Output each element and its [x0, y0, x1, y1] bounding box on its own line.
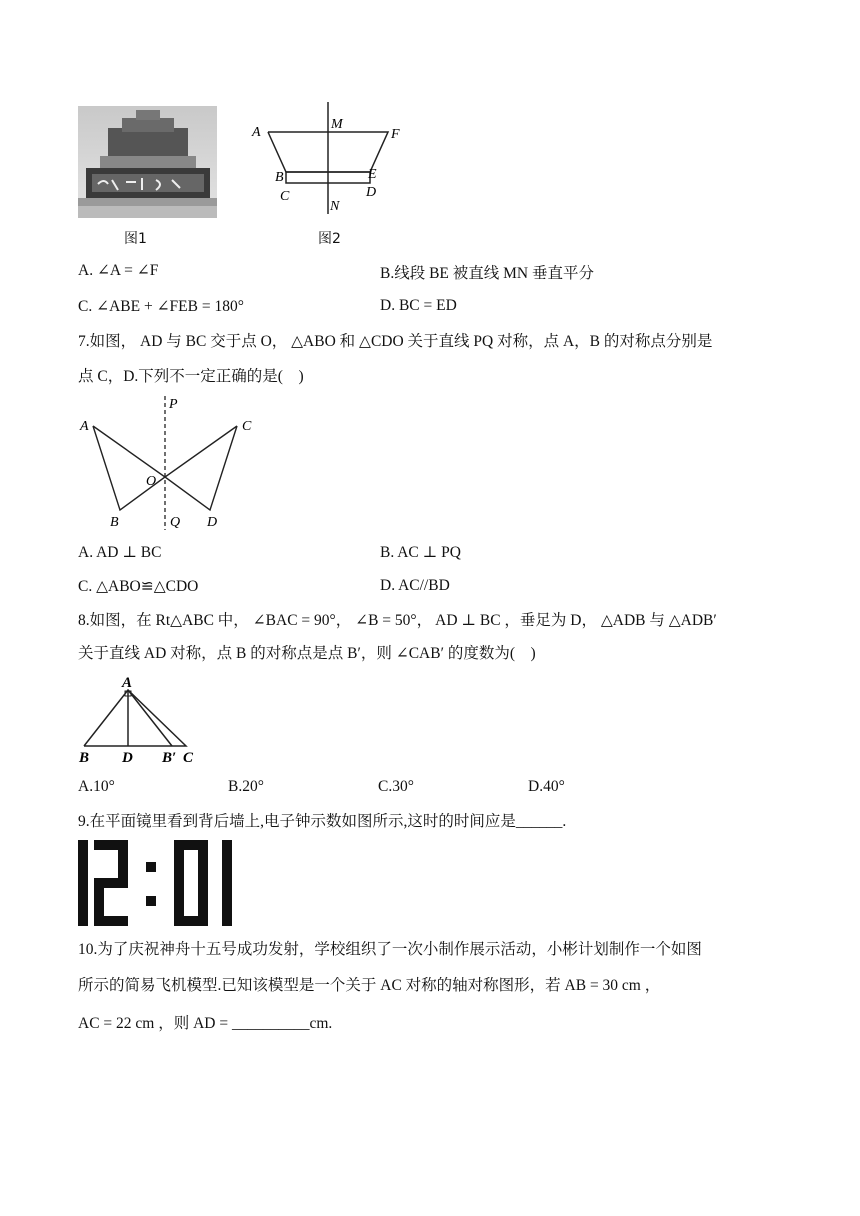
label-Q: Q: [170, 515, 181, 530]
q7-option-d[interactable]: D. AC//BD: [380, 577, 450, 594]
museum-photo: [78, 106, 217, 218]
mirrored-clock-display: [78, 840, 234, 928]
q8-diagram: [76, 670, 202, 766]
q6-option-d[interactable]: D. BC = ED: [380, 297, 457, 314]
q7-option-c[interactable]: C. △ABO≌△CDO: [78, 578, 199, 595]
q6-option-b[interactable]: B.线段 BE 被直线 MN 垂直平分: [380, 265, 594, 282]
q7-option-a[interactable]: A. AD ⊥ BC: [78, 544, 162, 561]
label-D: D: [122, 750, 133, 766]
label-C: C: [280, 189, 290, 204]
label-A: A: [122, 675, 133, 691]
q8-stem-line-2: 关于直线 AD 对称，点 B 的对称点是点 B′，则 ∠CAB′ 的度数为( ): [78, 645, 536, 662]
label-D: D: [207, 515, 218, 530]
q6-option-c[interactable]: C. ∠ABE + ∠FEB = 180°: [78, 298, 244, 315]
label-A: A: [252, 125, 261, 140]
q7-diagram: [76, 392, 266, 534]
q8-option-d[interactable]: D.40°: [528, 778, 565, 795]
label-O: O: [146, 474, 157, 489]
q7-option-b[interactable]: B. AC ⊥ PQ: [380, 544, 461, 561]
q10-stem-line-3: AC = 22 cm ，则 AD = __________cm.: [78, 1015, 333, 1032]
label-B-prime: B′: [162, 750, 177, 766]
q9-stem: 9.在平面镜里看到背后墙上,电子钟示数如图所示,这时的时间应是______.: [78, 813, 567, 830]
label-N: N: [330, 199, 340, 214]
q10-stem-line-2: 所示的简易飞机模型.已知该模型是一个关于 AC 对称的轴对称图形，若 AB = 30 cm ，: [78, 977, 661, 994]
figure-1-caption: 图1: [124, 231, 147, 247]
label-B: B: [275, 170, 284, 185]
label-D: D: [366, 185, 377, 200]
label-E: E: [368, 167, 377, 182]
label-A: A: [80, 419, 89, 434]
label-C: C: [242, 419, 252, 434]
q8-stem-line-1: 8.如图，在 Rt△ABC 中， ∠BAC = 90°， ∠B = 50°， AD ⊥ BC ，垂足为 D， △ADB 与 △ADB′: [78, 612, 717, 629]
q6-option-a[interactable]: A. ∠A = ∠F: [78, 262, 159, 279]
q7-stem-line-2: 点 C，D.下列不一定正确的是( ): [78, 368, 304, 385]
figure-2-diagram: [244, 98, 414, 218]
label-F: F: [391, 127, 400, 142]
q7-stem-line-1: 7.如图， AD 与 BC 交于点 O， △ABO 和 △CDO 关于直线 PQ 对称，点 A，B 的对称点分别是: [78, 333, 713, 350]
figure-2-caption: 图2: [318, 231, 341, 247]
label-B: B: [110, 515, 119, 530]
label-P: P: [169, 397, 178, 412]
q8-option-a[interactable]: A.10°: [78, 778, 115, 795]
q10-stem-line-1: 10.为了庆祝神舟十五号成功发射，学校组织了一次小制作展示活动，小彬计划制作一个如图: [78, 941, 702, 958]
label-C: C: [183, 750, 194, 766]
q8-option-c[interactable]: C.30°: [378, 778, 414, 795]
label-B: B: [79, 750, 90, 766]
q8-option-b[interactable]: B.20°: [228, 778, 264, 795]
label-M: M: [331, 117, 343, 132]
